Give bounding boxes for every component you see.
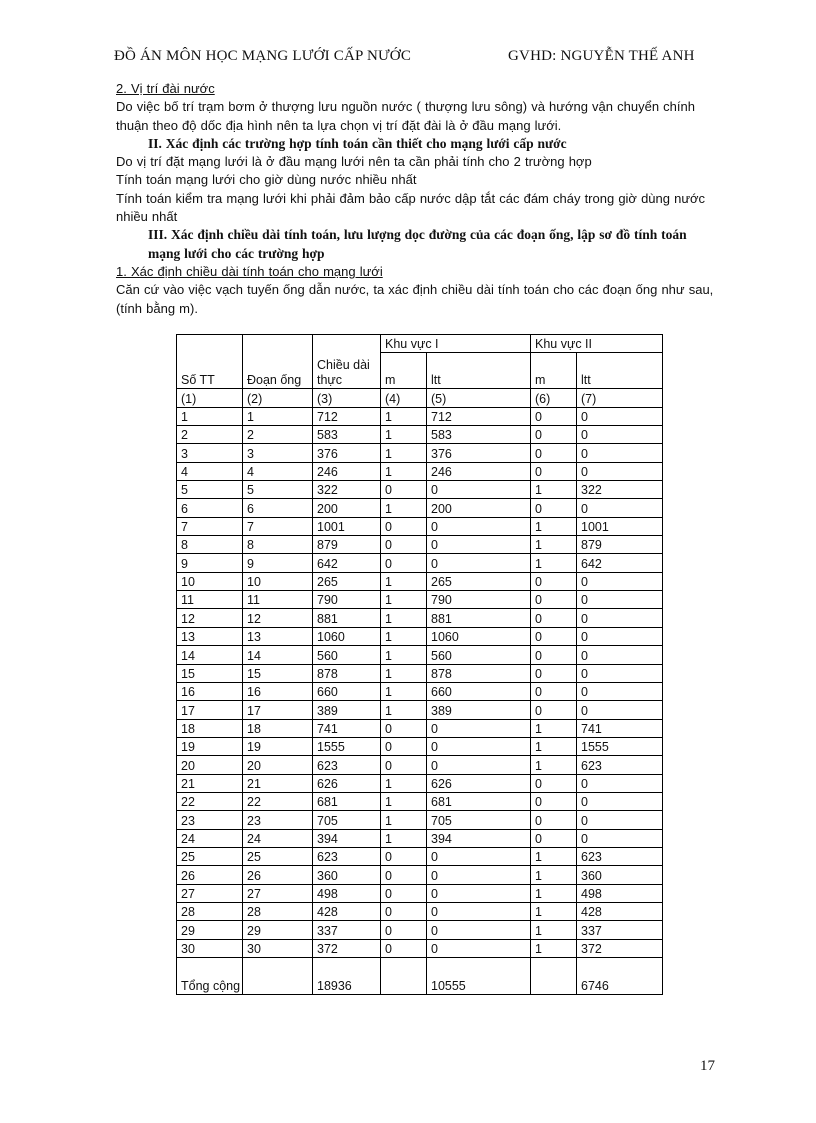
- table-cell: 4: [243, 462, 313, 480]
- total-empty-cell: [531, 958, 577, 995]
- table-cell: 0: [381, 554, 427, 572]
- header-zone-1: Khu vực I: [381, 335, 531, 353]
- table-row: [177, 646, 663, 664]
- table-cell: 0: [577, 572, 663, 590]
- paragraph-case-peak: Tính toán mạng lưới cho giờ dùng nước nhiều nhất: [116, 172, 417, 188]
- table-cell: 712: [313, 407, 381, 425]
- table-cell: 7: [243, 517, 313, 535]
- table-cell: 1: [381, 499, 427, 517]
- table-cell: 790: [313, 591, 381, 609]
- total-empty-cell: [243, 958, 313, 995]
- table-cell: 389: [313, 701, 381, 719]
- table-cell: 741: [313, 719, 381, 737]
- table-cell: 1060: [427, 627, 531, 645]
- table-cell: 372: [313, 939, 381, 957]
- table-cell: 21: [177, 774, 243, 792]
- table-cell: 0: [531, 829, 577, 847]
- table-cell: 1: [381, 682, 427, 700]
- table-cell: 1: [381, 572, 427, 590]
- table-cell: 13: [177, 627, 243, 645]
- table-cell: 681: [313, 792, 381, 810]
- table-cell: 1: [381, 829, 427, 847]
- table-cell: 0: [381, 866, 427, 884]
- table-cell: 29: [177, 921, 243, 939]
- table-row: [177, 774, 663, 792]
- total-zone-2: 6746: [577, 958, 663, 995]
- table-cell: 1: [381, 664, 427, 682]
- document-body: [116, 80, 718, 318]
- table-cell: 1: [531, 719, 577, 737]
- table-cell: 0: [531, 792, 577, 810]
- table-cell: 0: [427, 902, 531, 920]
- table-cell: 26: [243, 866, 313, 884]
- table-cell: 1: [177, 407, 243, 425]
- table-cell: 0: [577, 682, 663, 700]
- table-cell: 1: [381, 426, 427, 444]
- table-cell: 12: [177, 609, 243, 627]
- table-column-index: (7): [577, 389, 663, 407]
- table-cell: 0: [427, 737, 531, 755]
- table-cell: 19: [243, 737, 313, 755]
- table-cell: 1: [531, 847, 577, 865]
- table-cell: 30: [243, 939, 313, 957]
- table-column-index: (5): [427, 389, 531, 407]
- table-cell: 879: [577, 536, 663, 554]
- table-cell: 0: [427, 921, 531, 939]
- table-cell: 1: [531, 737, 577, 755]
- table-cell: 394: [313, 829, 381, 847]
- table-cell: 16: [243, 682, 313, 700]
- table-cell: 1: [381, 627, 427, 645]
- table-cell: 6: [243, 499, 313, 517]
- table-cell: 360: [313, 866, 381, 884]
- table-cell: 0: [427, 939, 531, 957]
- page-number: 17: [700, 1058, 715, 1074]
- table-cell: 0: [531, 627, 577, 645]
- table-cell: 22: [177, 792, 243, 810]
- table-row: [177, 682, 663, 700]
- table-cell: 790: [427, 591, 531, 609]
- table-cell: 1: [381, 609, 427, 627]
- table-cell: 741: [577, 719, 663, 737]
- table-row: [177, 481, 663, 499]
- table-cell: 0: [531, 407, 577, 425]
- paragraph-water-tower: Do việc bố trí trạm bơm ở thượng lưu nguồn nước ( thượng lưu sông) và hướng vận chuyển chính thuận theo độ dốc địa hình nên ta lựa chọn vị trí đặt đài là ở đầu mạng lưới.: [116, 99, 695, 133]
- table-cell: 0: [577, 774, 663, 792]
- table-cell: 0: [427, 481, 531, 499]
- paragraph-two-cases: Do vị trí đặt mạng lưới là ở đầu mạng lưới nên ta cần phải tính cho 2 trường hợp: [116, 154, 592, 170]
- table-cell: 5: [243, 481, 313, 499]
- table-row: [177, 847, 663, 865]
- table-cell: 0: [427, 756, 531, 774]
- table-cell: 1: [243, 407, 313, 425]
- table-cell: 322: [313, 481, 381, 499]
- table-cell: 8: [243, 536, 313, 554]
- table-cell: 1: [381, 811, 427, 829]
- section-title-lengths: 1. Xác định chiều dài tính toán cho mạng lưới: [116, 263, 383, 279]
- table-cell: 24: [177, 829, 243, 847]
- table-row: [177, 902, 663, 920]
- table-cell: 24: [243, 829, 313, 847]
- table-cell: 0: [577, 499, 663, 517]
- table-cell: 1: [531, 939, 577, 957]
- table-cell: 1555: [313, 737, 381, 755]
- table-cell: 0: [531, 444, 577, 462]
- table-cell: 29: [243, 921, 313, 939]
- table-row: [177, 609, 663, 627]
- table-cell: 0: [531, 682, 577, 700]
- paragraph-case-fire: Tính toán kiểm tra mạng lưới khi phải đảm bảo cấp nước dập tắt các đám cháy trong giờ dùng nước nhiều nhất: [116, 190, 706, 225]
- table-cell: 16: [177, 682, 243, 700]
- table-cell: 1: [381, 407, 427, 425]
- table-row: [177, 627, 663, 645]
- table-cell: 0: [381, 517, 427, 535]
- table-row: [177, 939, 663, 957]
- table-row: [177, 536, 663, 554]
- table-cell: 360: [577, 866, 663, 884]
- table-row: [177, 829, 663, 847]
- table-cell: 1: [381, 646, 427, 664]
- table-cell: 13: [243, 627, 313, 645]
- table-cell: 712: [427, 407, 531, 425]
- table-cell: 394: [427, 829, 531, 847]
- table-cell: 626: [427, 774, 531, 792]
- table-cell: 1: [531, 884, 577, 902]
- table-cell: 1: [531, 921, 577, 939]
- table-cell: 20: [177, 756, 243, 774]
- table-cell: 681: [427, 792, 531, 810]
- header-pipe-segment: Đoạn ống: [243, 335, 313, 389]
- table-cell: 372: [577, 939, 663, 957]
- table-cell: 642: [313, 554, 381, 572]
- table-cell: 0: [577, 462, 663, 480]
- table-cell: 23: [243, 811, 313, 829]
- table-cell: 11: [243, 591, 313, 609]
- table-cell: 0: [427, 719, 531, 737]
- table-cell: 0: [531, 664, 577, 682]
- table-row: [177, 517, 663, 535]
- table-row: [177, 756, 663, 774]
- table-cell: 0: [531, 774, 577, 792]
- table-cell: 27: [243, 884, 313, 902]
- table-cell: 11: [177, 591, 243, 609]
- table-cell: 10: [177, 572, 243, 590]
- table-cell: 337: [313, 921, 381, 939]
- table-row: [177, 462, 663, 480]
- total-length: 18936: [313, 958, 381, 995]
- table-cell: 623: [313, 847, 381, 865]
- table-row: [177, 921, 663, 939]
- table-cell: 0: [531, 499, 577, 517]
- table-cell: 0: [427, 866, 531, 884]
- table-cell: 4: [177, 462, 243, 480]
- table-cell: 12: [243, 609, 313, 627]
- table-column-index: (3): [313, 389, 381, 407]
- table-cell: 1: [381, 444, 427, 462]
- table-column-index: (6): [531, 389, 577, 407]
- instructor-name: GVHD: NGUYỄN THẾ ANH: [508, 48, 695, 64]
- table-row: [177, 866, 663, 884]
- table-cell: 1: [381, 792, 427, 810]
- table-cell: 28: [243, 902, 313, 920]
- table-cell: 0: [577, 811, 663, 829]
- paragraph-lengths: Căn cứ vào việc vạch tuyến ống dẫn nước, ta xác định chiều dài tính toán cho các đoạn ống như sau, (tính bằng m).: [116, 282, 714, 316]
- table-index-row: [177, 389, 663, 407]
- heading-pipe-lengths: III. Xác định chiều dài tính toán, lưu lượng dọc đường của các đoạn ống, lập sơ đồ tính toán mạng lưới cho các trường hợp: [148, 227, 687, 261]
- table-cell: 18: [243, 719, 313, 737]
- table-cell: 0: [381, 939, 427, 957]
- table-cell: 1: [531, 536, 577, 554]
- document-title: ĐỒ ÁN MÔN HỌC MẠNG LƯỚI CẤP NƯỚC: [114, 48, 412, 64]
- table-cell: 15: [243, 664, 313, 682]
- table-cell: 30: [177, 939, 243, 957]
- table-cell: 1: [531, 554, 577, 572]
- table-cell: 14: [177, 646, 243, 664]
- table-cell: 9: [177, 554, 243, 572]
- table-cell: 2: [177, 426, 243, 444]
- table-cell: 583: [427, 426, 531, 444]
- header-actual-length: Chiều dài thực: [313, 335, 381, 389]
- table-cell: 0: [381, 884, 427, 902]
- table-cell: 15: [177, 664, 243, 682]
- table-cell: 1: [381, 462, 427, 480]
- table-cell: 0: [577, 701, 663, 719]
- table-cell: 0: [381, 481, 427, 499]
- table-cell: 623: [577, 847, 663, 865]
- table-cell: 18: [177, 719, 243, 737]
- table-row: [177, 701, 663, 719]
- table-cell: 25: [177, 847, 243, 865]
- table-cell: 0: [577, 627, 663, 645]
- table-cell: 0: [531, 426, 577, 444]
- table-cell: 428: [313, 902, 381, 920]
- table-cell: 376: [313, 444, 381, 462]
- table-column-index: (4): [381, 389, 427, 407]
- table-cell: 0: [381, 737, 427, 755]
- table-cell: 322: [577, 481, 663, 499]
- table-cell: 0: [577, 426, 663, 444]
- table-cell: 0: [427, 536, 531, 554]
- table-cell: 17: [243, 701, 313, 719]
- table-cell: 0: [531, 609, 577, 627]
- table-cell: 0: [427, 884, 531, 902]
- table-cell: 3: [177, 444, 243, 462]
- table-cell: 1: [531, 902, 577, 920]
- table-row: [177, 884, 663, 902]
- table-cell: 623: [577, 756, 663, 774]
- table-cell: 1060: [313, 627, 381, 645]
- table-row: [177, 737, 663, 755]
- table-row: [177, 719, 663, 737]
- table-cell: 0: [427, 847, 531, 865]
- table-cell: 881: [313, 609, 381, 627]
- table-cell: 660: [427, 682, 531, 700]
- table-cell: 0: [531, 811, 577, 829]
- table-cell: 705: [313, 811, 381, 829]
- table-column-index: (1): [177, 389, 243, 407]
- table-cell: 1: [531, 481, 577, 499]
- total-label: Tổng cộng: [177, 958, 243, 995]
- table-cell: 1: [381, 591, 427, 609]
- table-row: [177, 572, 663, 590]
- header-m-zone-2: m: [531, 353, 577, 389]
- table-cell: 200: [313, 499, 381, 517]
- table-total-row: [177, 958, 663, 995]
- table-cell: 0: [577, 829, 663, 847]
- table-row: [177, 664, 663, 682]
- table-cell: 560: [313, 646, 381, 664]
- table-row: [177, 407, 663, 425]
- table-cell: 14: [243, 646, 313, 664]
- heading-calculation-cases: II. Xác định các trường hợp tính toán cần thiết cho mạng lưới cấp nước: [148, 135, 567, 151]
- table-cell: 0: [531, 591, 577, 609]
- table-cell: 1: [381, 774, 427, 792]
- total-empty-cell: [381, 958, 427, 995]
- table-row: [177, 444, 663, 462]
- table-cell: 9: [243, 554, 313, 572]
- table-cell: 28: [177, 902, 243, 920]
- table-cell: 21: [243, 774, 313, 792]
- table-cell: 0: [381, 847, 427, 865]
- table-cell: 27: [177, 884, 243, 902]
- table-cell: 879: [313, 536, 381, 554]
- header-ltt-zone-1: ltt: [427, 353, 531, 389]
- table-cell: 623: [313, 756, 381, 774]
- table-cell: 2: [243, 426, 313, 444]
- table-cell: 337: [577, 921, 663, 939]
- table-cell: 265: [313, 572, 381, 590]
- table-cell: 389: [427, 701, 531, 719]
- table-cell: 246: [313, 462, 381, 480]
- table-cell: 0: [531, 572, 577, 590]
- table-cell: 0: [381, 902, 427, 920]
- table-cell: 0: [531, 701, 577, 719]
- table-cell: 0: [531, 462, 577, 480]
- table-row: [177, 792, 663, 810]
- table-cell: 878: [313, 664, 381, 682]
- table-cell: 878: [427, 664, 531, 682]
- table-cell: 498: [577, 884, 663, 902]
- pipe-length-table: [176, 334, 663, 995]
- table-cell: 642: [577, 554, 663, 572]
- page-header: [114, 48, 714, 70]
- table-cell: 8: [177, 536, 243, 554]
- table-cell: 0: [577, 444, 663, 462]
- table-cell: 0: [381, 536, 427, 554]
- table-cell: 19: [177, 737, 243, 755]
- table-row: [177, 811, 663, 829]
- header-ltt-zone-2: ltt: [577, 353, 663, 389]
- table-cell: 560: [427, 646, 531, 664]
- header-zone-2: Khu vực II: [531, 335, 663, 353]
- table-cell: 0: [577, 792, 663, 810]
- table-cell: 0: [577, 646, 663, 664]
- table-cell: 1001: [313, 517, 381, 535]
- table-cell: 1001: [577, 517, 663, 535]
- table-cell: 1: [531, 756, 577, 774]
- table-cell: 1: [381, 701, 427, 719]
- table-row: [177, 426, 663, 444]
- table-cell: 0: [577, 407, 663, 425]
- header-stt: Số TT: [177, 335, 243, 389]
- header-m-zone-1: m: [381, 353, 427, 389]
- table-cell: 1: [531, 517, 577, 535]
- table-cell: 428: [577, 902, 663, 920]
- table-cell: 265: [427, 572, 531, 590]
- table-cell: 0: [427, 554, 531, 572]
- table-cell: 0: [427, 517, 531, 535]
- table-cell: 0: [577, 609, 663, 627]
- table-cell: 22: [243, 792, 313, 810]
- table-cell: 1: [531, 866, 577, 884]
- table-cell: 0: [381, 756, 427, 774]
- table-cell: 498: [313, 884, 381, 902]
- table-header-row: [177, 335, 663, 353]
- table-cell: 0: [381, 921, 427, 939]
- total-zone-1: 10555: [427, 958, 531, 995]
- table-row: [177, 499, 663, 517]
- table-cell: 7: [177, 517, 243, 535]
- table-cell: 6: [177, 499, 243, 517]
- table-column-index: (2): [243, 389, 313, 407]
- section-title-water-tower: 2. Vị trí đài nước: [116, 81, 215, 96]
- table-cell: 1555: [577, 737, 663, 755]
- table-cell: 200: [427, 499, 531, 517]
- table-cell: 10: [243, 572, 313, 590]
- table-cell: 246: [427, 462, 531, 480]
- table-cell: 583: [313, 426, 381, 444]
- table-cell: 0: [577, 664, 663, 682]
- table-cell: 20: [243, 756, 313, 774]
- table-cell: 25: [243, 847, 313, 865]
- table-cell: 5: [177, 481, 243, 499]
- table-cell: 0: [531, 646, 577, 664]
- table-cell: 3: [243, 444, 313, 462]
- table-cell: 660: [313, 682, 381, 700]
- table-cell: 23: [177, 811, 243, 829]
- table-cell: 705: [427, 811, 531, 829]
- table-cell: 0: [577, 591, 663, 609]
- table-row: [177, 591, 663, 609]
- table-cell: 626: [313, 774, 381, 792]
- table-cell: 26: [177, 866, 243, 884]
- table-cell: 0: [381, 719, 427, 737]
- table-cell: 881: [427, 609, 531, 627]
- table-cell: 376: [427, 444, 531, 462]
- table-cell: 17: [177, 701, 243, 719]
- table-row: [177, 554, 663, 572]
